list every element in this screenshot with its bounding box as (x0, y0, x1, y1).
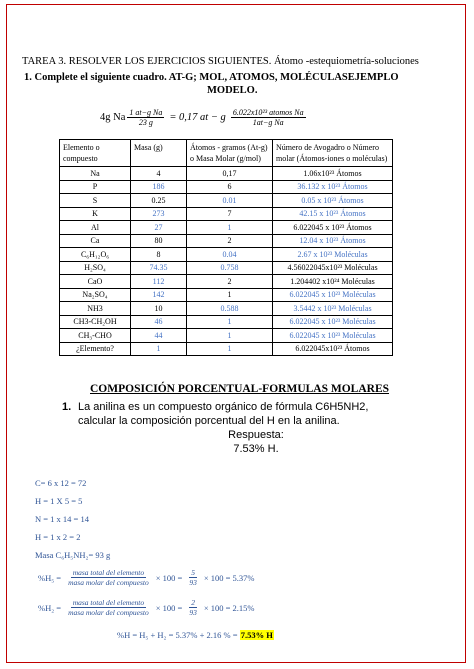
table-row (60, 261, 393, 275)
cell-avogadro: 1.06x10²³ Átomos (273, 167, 393, 181)
table-row (60, 234, 393, 248)
fraction-numerator: 1 at−g Na (129, 108, 163, 117)
calc-line: N = 1 x 14 = 14 (35, 514, 89, 524)
cell-atg: 0,17 (187, 167, 273, 181)
cell-element: K (60, 207, 131, 221)
cell-mass: 0.25 (131, 194, 187, 208)
final-result (117, 630, 274, 640)
cell-atg: 1 (187, 288, 273, 302)
cell-atg: 6 (187, 180, 273, 194)
cell-mass: 142 (131, 288, 187, 302)
question-1 (24, 71, 454, 97)
cell-avogadro: 6.022045 x 10²³ Moléculas (273, 288, 393, 302)
fraction-denominator: 93 (189, 578, 197, 587)
question-2-line1: La anilina es un compuesto orgánico de fórmula C6H5NH2, (78, 401, 369, 413)
header-element: Elemento o compuesto (60, 140, 131, 167)
cell-atg: 1 (187, 315, 273, 329)
cell-mass: 8 (131, 248, 187, 262)
answer-label: Respuesta: (228, 429, 284, 441)
table-row (60, 302, 393, 316)
cell-element: CH3-CH₂OH (60, 315, 131, 329)
fraction-numerator: masa total del elemento (72, 598, 145, 607)
cell-atg: 0.758 (187, 261, 273, 275)
cell-element: C₆H₁₂O₆ (60, 248, 131, 262)
table-row (60, 288, 393, 302)
cell-element: CaO (60, 275, 131, 289)
formula-lead: 4g Na (100, 112, 126, 123)
cell-atg: 1 (187, 221, 273, 235)
equation-h2 (35, 598, 258, 617)
table-row (60, 167, 393, 181)
cell-atg: 7 (187, 207, 273, 221)
cell-element: ¿Elemento? (60, 342, 131, 356)
eq-times: × 100 = (155, 602, 183, 613)
cell-mass: 27 (131, 221, 187, 235)
fraction-numerator: 2 (191, 598, 195, 607)
question-1-line2: MODELO. (207, 85, 258, 96)
cell-avogadro: 6.022045 x 10²³ Átomos (273, 221, 393, 235)
cell-avogadro: 4.56022045x10²³ Moléculas (273, 261, 393, 275)
cell-atg: 2 (187, 234, 273, 248)
calc-line: H = 1 x 2 = 2 (35, 532, 81, 542)
data-table (59, 139, 393, 356)
eq-value-fraction (187, 568, 199, 587)
cell-mass: 4 (131, 167, 187, 181)
cell-element: Na (60, 167, 131, 181)
cell-atg: 1 (187, 342, 273, 356)
table-row (60, 194, 393, 208)
fraction-denominator: 23 g (138, 118, 153, 127)
header-atg: Átomos - gramos (At-g) o Masa Molar (g/mol) (187, 140, 273, 167)
cell-element: P (60, 180, 131, 194)
example-formula (100, 108, 308, 127)
cell-avogadro: 3.5442 x 10²³ Moléculas (273, 302, 393, 316)
cell-avogadro: 2.67 x 10²³ Moléculas (273, 248, 393, 262)
table-row (60, 207, 393, 221)
cell-mass: 1 (131, 342, 187, 356)
eq-lhs: %H₅ = (38, 572, 62, 583)
cell-mass: 112 (131, 275, 187, 289)
eq-result: × 100 = 2.15% (203, 602, 255, 613)
cell-mass: 80 (131, 234, 187, 248)
question-2-number: 1. (62, 401, 72, 413)
eq-fraction (66, 598, 151, 617)
cell-atg: 0.04 (187, 248, 273, 262)
formula-middle: = 0,17 at − g (169, 112, 226, 123)
question-1-line1: 1. Complete el siguiente cuadro. AT-G; MOL, ATOMOS, MOLÉCULASEJEMPLO (24, 72, 399, 83)
page-title: TAREA 3. RESOLVER LOS EJERCICIOS SIGUIENTES. Átomo -estequiometría-soluciones (22, 56, 419, 67)
eq-value-fraction (187, 598, 199, 617)
table-header-row (60, 140, 393, 167)
cell-element: S (60, 194, 131, 208)
calc-line: Masa C₆H₅NH₂= 93 g (35, 550, 111, 560)
fraction-numerator: 6.022x10²³ atomos Na (232, 108, 304, 117)
calc-line: H = 1 X 5 = 5 (35, 496, 83, 506)
fraction-denominator: 1at−g Na (252, 118, 284, 127)
cell-atg: 0.01 (187, 194, 273, 208)
formula-fraction-1 (127, 108, 164, 127)
eq-lhs: %H₂ = (38, 602, 62, 613)
cell-element: Na₂SO₄ (60, 288, 131, 302)
cell-element: Al (60, 221, 131, 235)
table-row (60, 275, 393, 289)
cell-avogadro: 6.022045 x 10²³ Moléculas (273, 315, 393, 329)
formula-fraction-2 (231, 108, 306, 127)
cell-mass: 46 (131, 315, 187, 329)
section-heading: COMPOSICIÓN PORCENTUAL-FORMULAS MOLARES (90, 383, 390, 395)
table-row (60, 315, 393, 329)
equation-h5 (35, 568, 258, 587)
fraction-denominator: masa molar del compuesto (68, 608, 149, 617)
fraction-numerator: masa total del elemento (72, 568, 145, 577)
table-row (60, 248, 393, 262)
fraction-numerator: 5 (191, 568, 195, 577)
cell-mass: 10 (131, 302, 187, 316)
cell-mass: 74.35 (131, 261, 187, 275)
header-mass: Masa (g) (131, 140, 187, 167)
cell-avogadro: 36.132 x 10²³ Átomos (273, 180, 393, 194)
answer-value: 7.53% H. (233, 443, 279, 455)
cell-avogadro: 6.022045 x 10²³ Moléculas (273, 329, 393, 343)
calc-line: C= 6 x 12 = 72 (35, 478, 87, 488)
cell-avogadro: 42.15 x 10²³ Átomos (273, 207, 393, 221)
eq-times: × 100 = (155, 572, 183, 583)
cell-avogadro: 12.04 x 10²³ Átomos (273, 234, 393, 248)
fraction-denominator: masa molar del compuesto (68, 578, 149, 587)
eq-result: × 100 = 5.37% (203, 572, 255, 583)
cell-avogadro: 1.204402 x10²⁴ Moléculas (273, 275, 393, 289)
cell-avogadro: 6.022045x10²³ Átomos (273, 342, 393, 356)
final-text: %H = H₅ + H₂ = 5.37% + 2.16 % = (117, 630, 240, 640)
fraction-denominator: 93 (189, 608, 197, 617)
question-2-line2: calcular la composición porcentual del H en la anilina. (78, 415, 340, 427)
cell-avogadro: 0.05 x 10²³ Átomos (273, 194, 393, 208)
cell-element: Ca (60, 234, 131, 248)
table-row (60, 329, 393, 343)
cell-element: NH3 (60, 302, 131, 316)
table-row (60, 221, 393, 235)
cell-element: H₂SO₄ (60, 261, 131, 275)
table-body (60, 167, 393, 356)
cell-atg: 1 (187, 329, 273, 343)
eq-fraction (66, 568, 151, 587)
cell-mass: 186 (131, 180, 187, 194)
table-row (60, 342, 393, 356)
cell-atg: 2 (187, 275, 273, 289)
header-avogadro: Número de Avogadro o Número molar (Átomos-iones o moléculas) (273, 140, 393, 167)
question-2 (62, 400, 446, 456)
cell-mass: 44 (131, 329, 187, 343)
table-row (60, 180, 393, 194)
cell-element: CH₃-CHO (60, 329, 131, 343)
final-highlight: 7.53% H (240, 630, 273, 640)
cell-atg: 0.588 (187, 302, 273, 316)
cell-mass: 273 (131, 207, 187, 221)
